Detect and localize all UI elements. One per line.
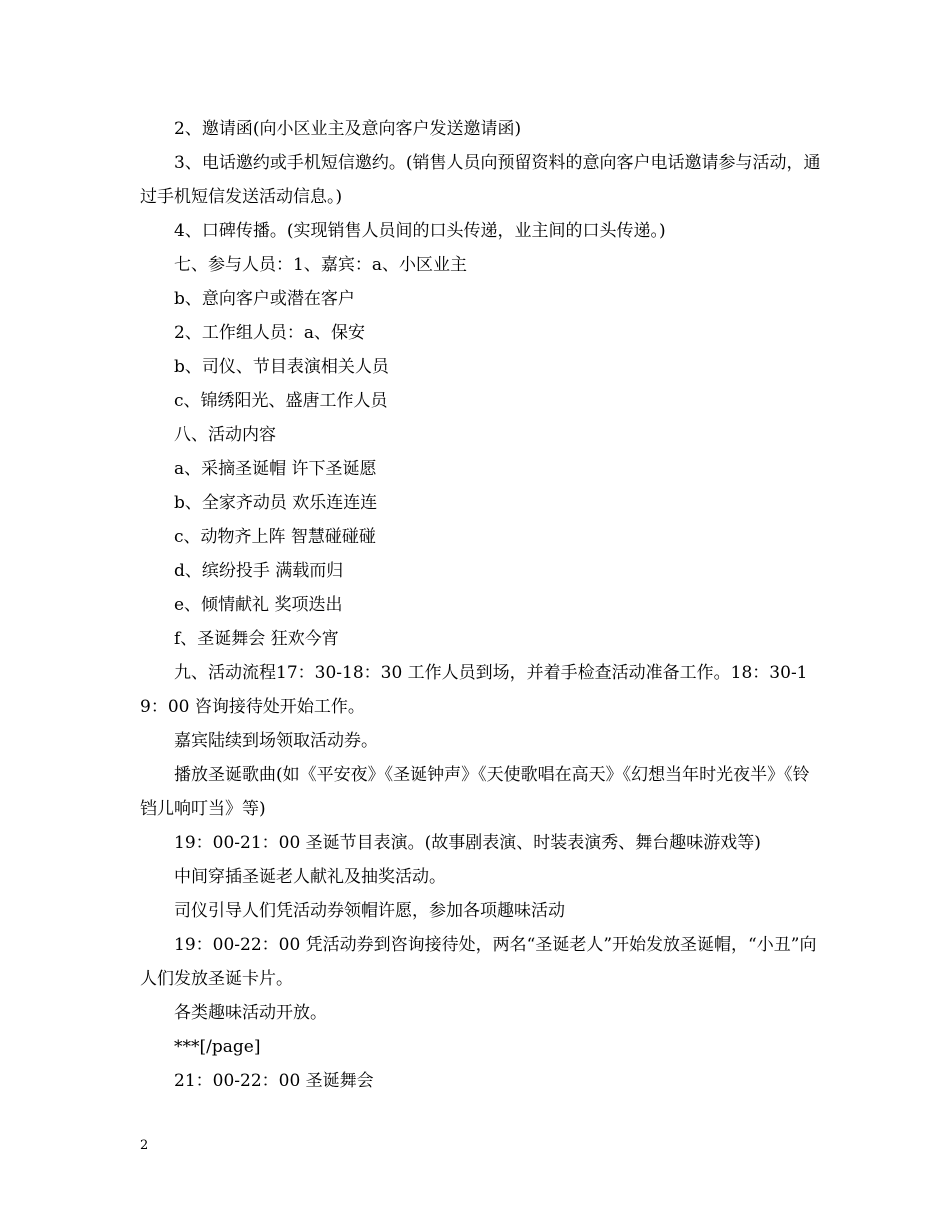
list-item: b、全家齐动员 欢乐连连连 [174,493,378,513]
paragraph: 中间穿插圣诞老人献礼及抽奖活动。 [174,867,446,887]
paragraph: 19：00-21：00 圣诞节目表演。(故事剧表演、时装表演秀、舞台趣味游戏等) [174,833,761,853]
paragraph: 4、口碑传播。(实现销售人员间的口头传递，业主间的口头传递。) [174,221,666,241]
list-item: a、采摘圣诞帽 许下圣诞愿 [174,459,377,479]
paragraph: ***[/page] [174,1037,261,1057]
page-number: 2 [140,1138,149,1153]
paragraph: 2、工作组人员：a、保安 [174,323,365,343]
document-body [140,112,825,1098]
paragraph: 21：00-22：00 圣诞舞会 [174,1071,374,1091]
paragraph: 3、电话邀约或手机短信邀约。(销售人员向预留资料的意向客户电话邀请参与活动，通过手机短信发送活动信息。) [140,153,821,207]
list-item: c、动物齐上阵 智慧碰碰碰 [174,527,376,547]
paragraph: 七、参与人员：1、嘉宾：a、小区业主 [174,255,467,275]
list-item: d、缤纷投手 满载而归 [174,561,344,581]
paragraph: 各类趣味活动开放。 [174,1003,327,1023]
section-heading: 八、活动内容 [174,425,276,445]
paragraph: 嘉宾陆续到场领取活动券。 [174,731,378,751]
paragraph: b、意向客户或潜在客户 [174,289,355,309]
list-item: e、倾情献礼 奖项迭出 [174,595,343,615]
paragraph: 播放圣诞歌曲(如《平安夜》《圣诞钟声》《天使歌唱在高天》《幻想当年时光夜半》《铃铛儿响叮当》等) [140,765,810,819]
list-item: f、圣诞舞会 狂欢今宵 [174,629,339,649]
paragraph: b、司仪、节目表演相关人员 [174,357,389,377]
paragraph: 2、邀请函(向小区业主及意向客户发送邀请函) [174,119,522,139]
paragraph: c、锦绣阳光、盛唐工作人员 [174,391,388,411]
paragraph: 19：00-22：00 凭活动券到咨询接待处，两名“圣诞老人”开始发放圣诞帽，“小丑”向人们发放圣诞卡片。 [140,935,817,989]
paragraph: 九、活动流程17：30-18：30 工作人员到场，并着手检查活动准备工作。18：30-19：00 咨询接待处开始工作。 [140,663,808,717]
paragraph: 司仪引导人们凭活动券领帽许愿，参加各项趣味活动 [174,901,565,921]
